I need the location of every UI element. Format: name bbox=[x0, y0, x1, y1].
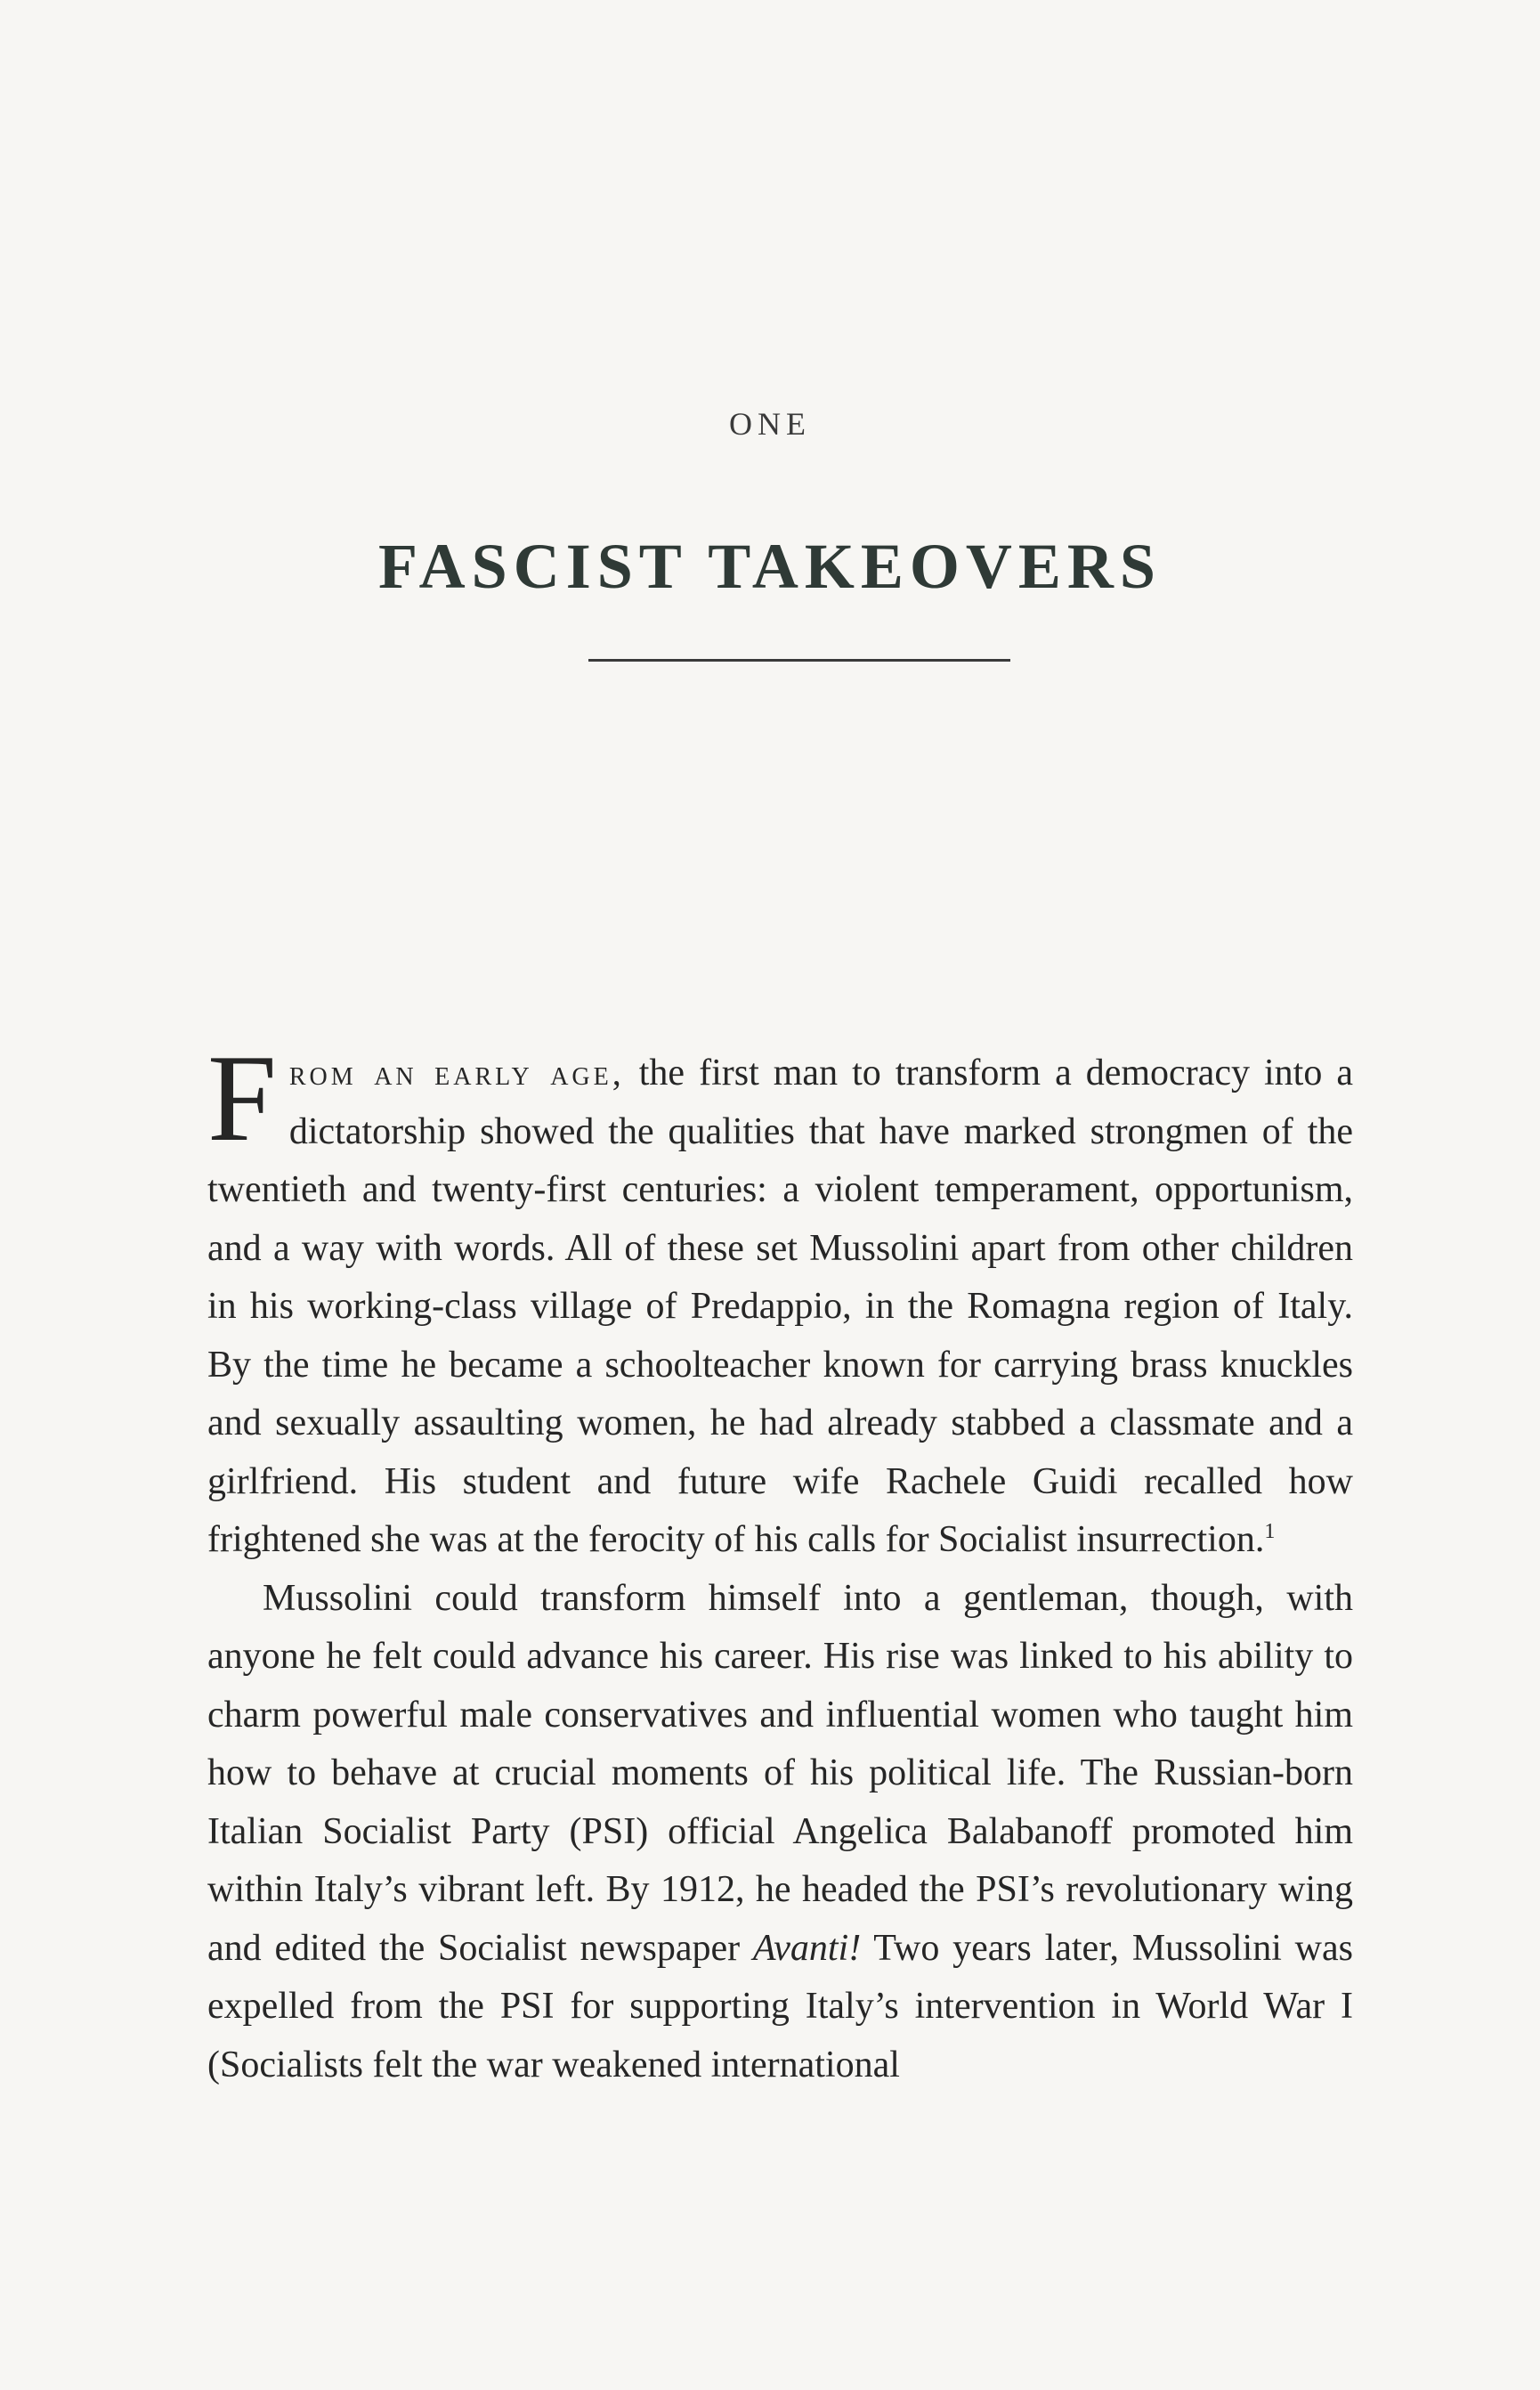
lead-in-small-caps: rom an early age, bbox=[288, 1053, 625, 1093]
paragraph-2 bbox=[207, 1570, 1353, 2095]
paragraph-2-text-end: Two years later, Mussolini was expelled from the PSI for supporting Italy’s intervention in World War I (Socialists felt the war weakened international bbox=[207, 1927, 1353, 2085]
chapter-body bbox=[207, 1029, 1353, 2094]
paragraph-1-text: the first man to transform a democracy into a dictatorship showed the qualities that have marked strongmen of the twentieth and twenty-first centuries: a violent temperament, opportunism, and a way with words. All of these set Mussolini apart from other children in his working-class village of Predappio, in the Romagna region of Italy. By the time he became a schoolteacher known for carrying brass knuckles and sexually assaulting women, he had already stabbed a classmate and a girlfriend. His student and future wife Rachele Guidi recalled how frightened she was at the ferocity of his calls for Socialist insurrection. bbox=[207, 1053, 1353, 1560]
paragraph-2-text-start: Mussolini could transform himself into a gentleman, though, with anyone he felt could advance his career. His rise was linked to his ability to charm powerful male conservatives and influential women who taught him how to behave at crucial moments of his political life. The Russian-born Italian Socialist Party (PSI) official Angelica Balabanoff promoted him within Italy’s vibrant left. By 1912, he headed the PSI’s revolutionary wing and edited the Socialist newspaper bbox=[207, 1577, 1353, 1969]
chapter-title: FASCIST TAKEOVERS bbox=[378, 531, 1162, 602]
drop-cap: F bbox=[207, 1029, 277, 1167]
chapter-number: ONE bbox=[729, 406, 811, 442]
title-divider bbox=[588, 659, 1010, 662]
footnote-ref-1[interactable]: 1 bbox=[1264, 1520, 1276, 1543]
paragraph-1 bbox=[207, 1029, 1353, 1570]
newspaper-title: Avanti! bbox=[752, 1927, 862, 1969]
